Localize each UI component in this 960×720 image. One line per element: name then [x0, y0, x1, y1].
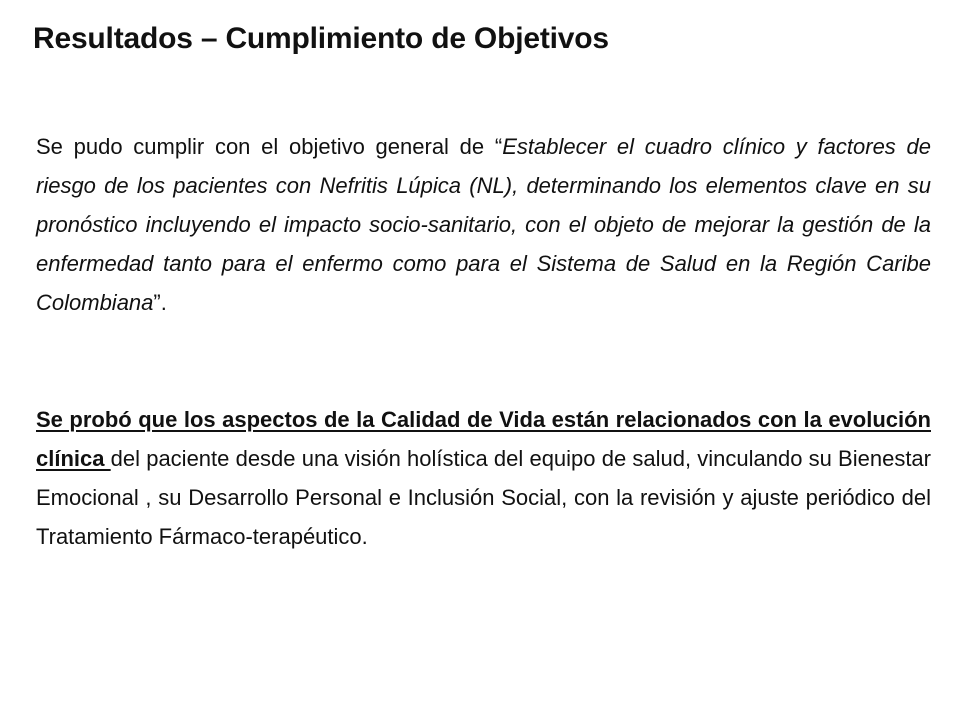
quality-of-life-paragraph [36, 400, 931, 556]
objective-tail-text: ”. [153, 290, 167, 315]
objective-quote-text: Establecer el cuadro clínico y factores de riesgo de los pacientes con Nefritis Lúpica (NL), determinando los elementos clave en su pronóstico incluyendo el impacto socio-sanitario, con el objeto de mejorar la gestión de la enfermedad tanto para el enfermo como para el Sistema de Salud en la Región Caribe Colombiana [36, 134, 931, 315]
objective-lead-text: Se pudo cumplir con el objetivo general de “ [36, 134, 503, 159]
slide-title: Resultados – Cumplimiento de Objetivos [33, 22, 609, 55]
quality-of-life-text: del paciente desde una visión holística del equipo de salud, vinculando su Bienestar Emocional , su Desarrollo Personal e Inclusión Social, con la revisión y ajuste periódico del Tratamiento Fármaco-terapéutico. [36, 446, 931, 549]
quality-of-life-emphasis: Se probó que los aspectos de la Calidad de Vida están relacionados con la evolución clínica [36, 407, 931, 471]
objective-paragraph [36, 127, 931, 322]
